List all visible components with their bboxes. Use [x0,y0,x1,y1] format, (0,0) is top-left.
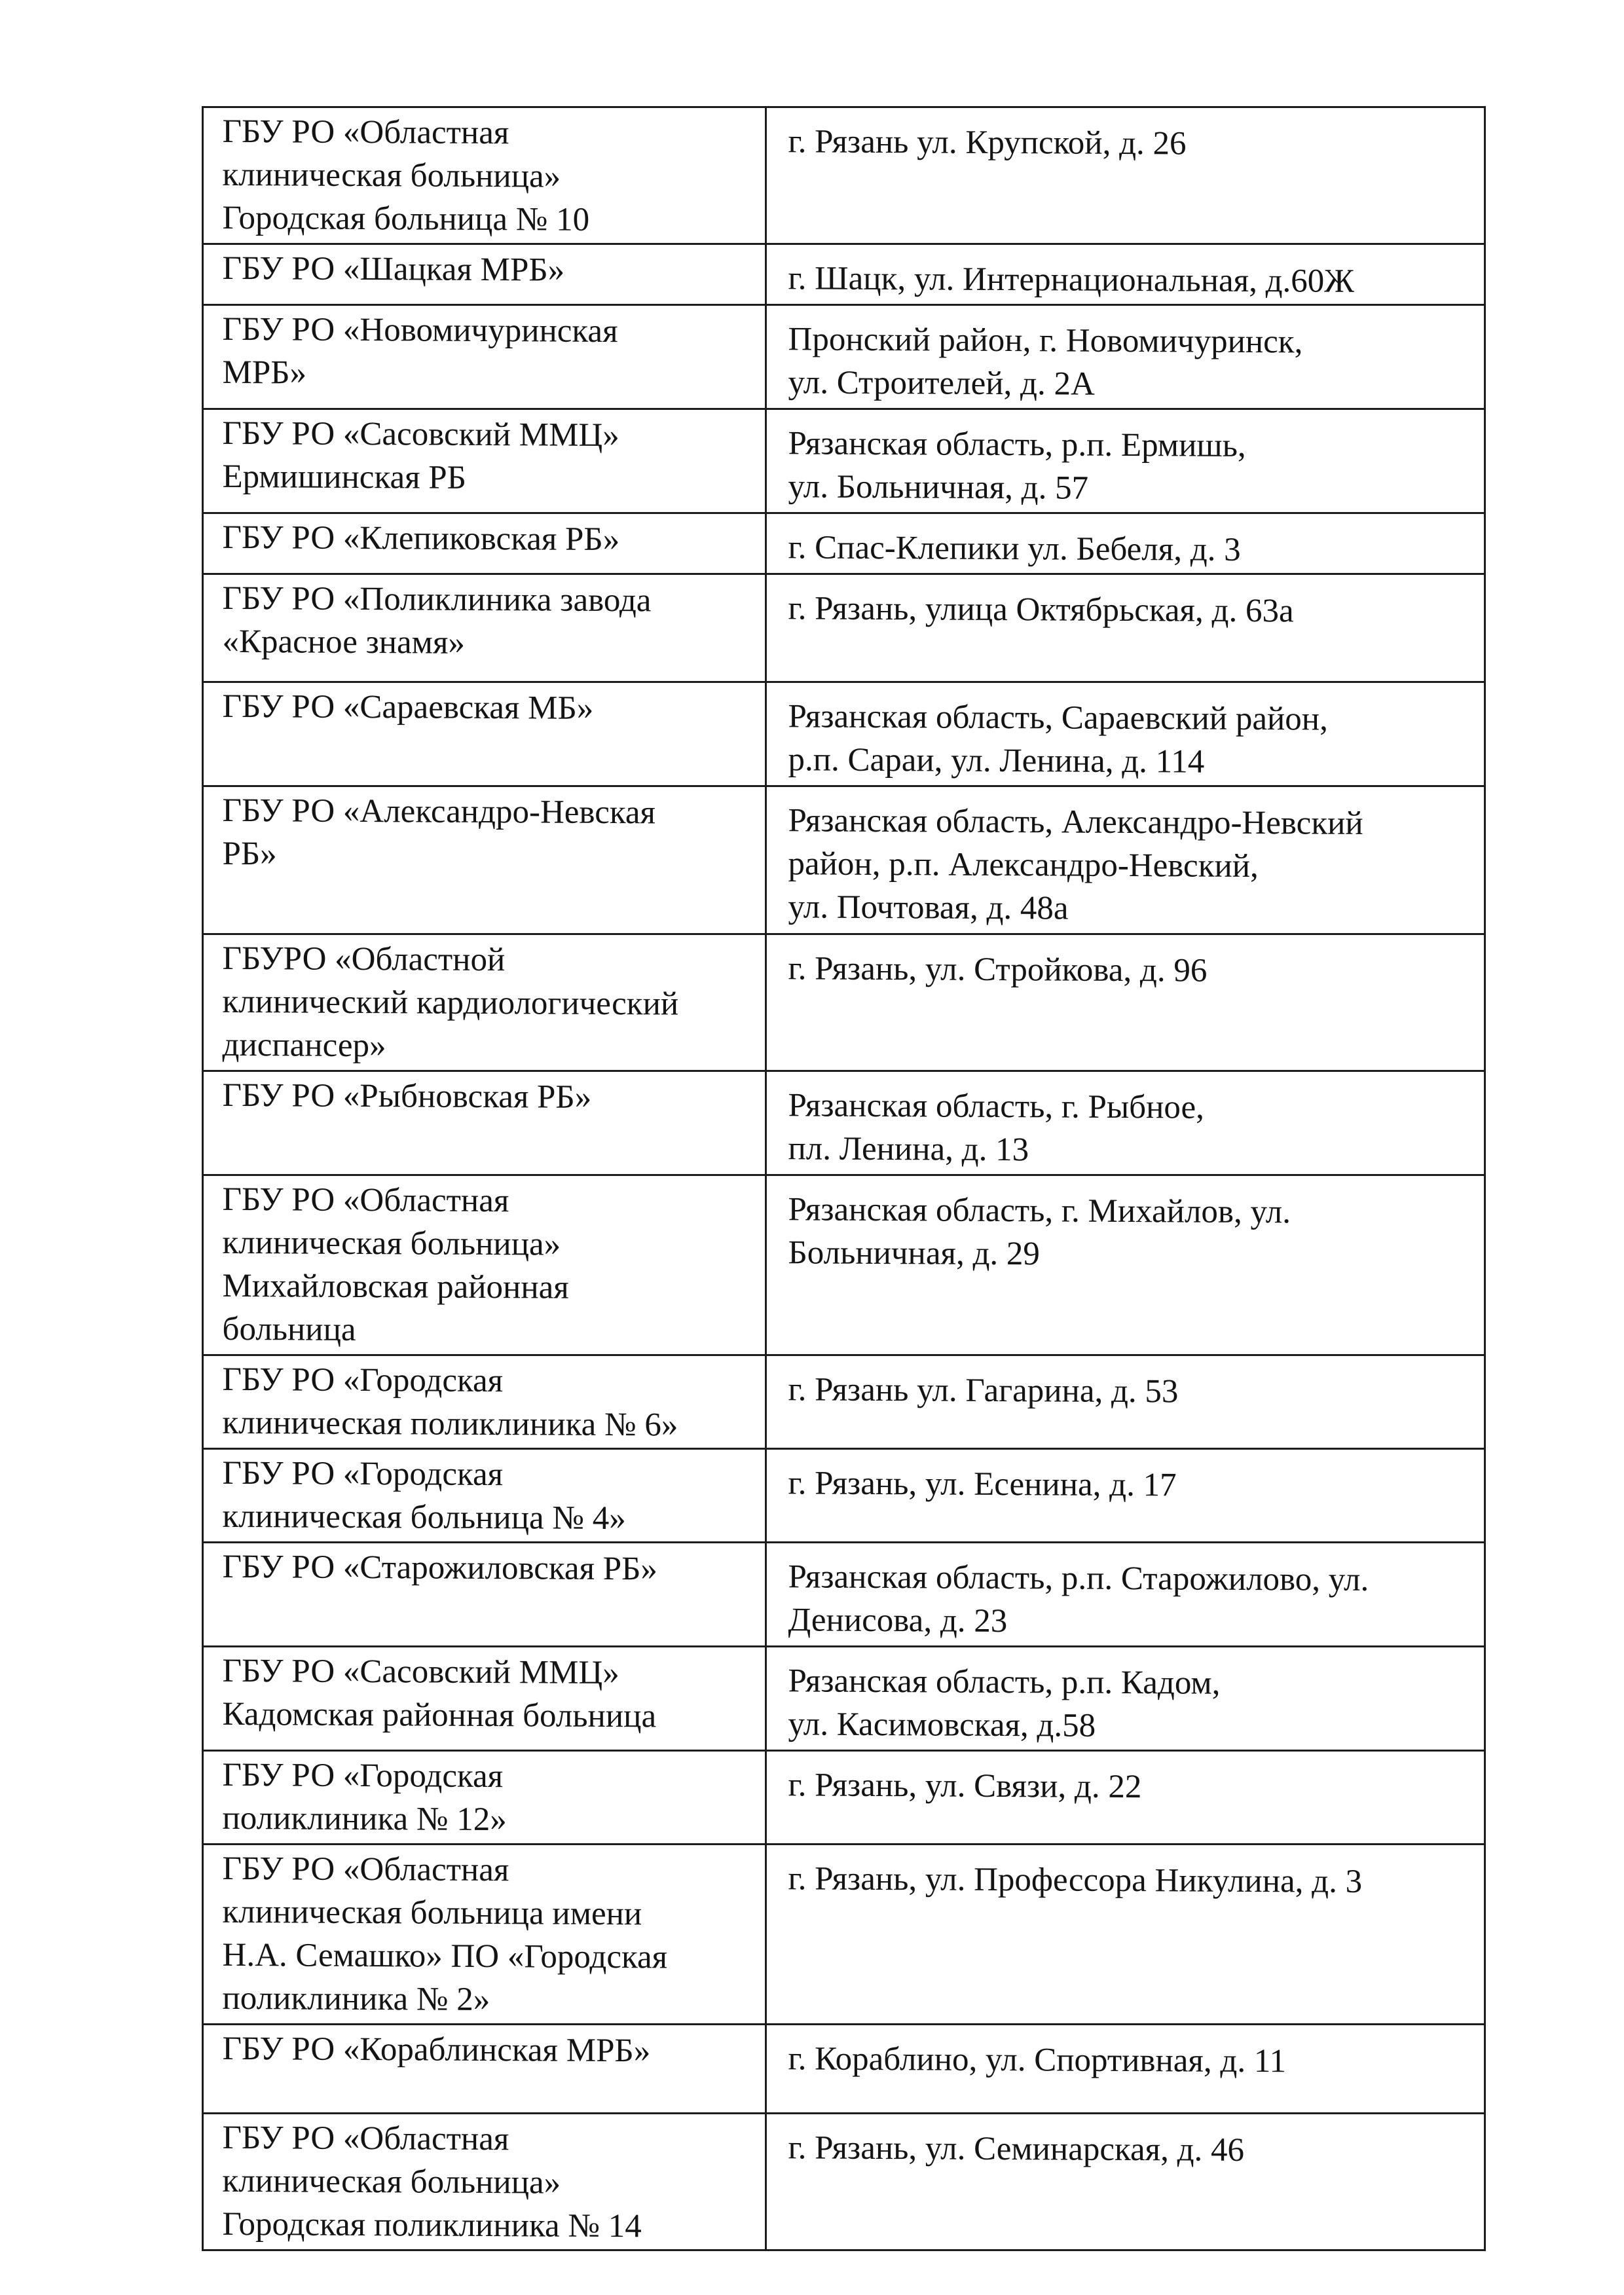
institution-address: г. Рязань, ул. Есенина, д. 17 [766,1447,1485,1545]
institution-address: г. Рязань, ул. Стройкова, д. 96 [766,932,1485,1073]
institution-name: ГБУ РО «Областная клиническая больница» Городская больница № 10 [203,105,766,246]
institutions-table [202,106,1486,2251]
institution-address: г. Рязань, улица Октябрьская, д. 63а [766,572,1485,684]
institution-address: г. Рязань ул. Гагарина, д. 53 [766,1353,1485,1451]
institution-name: ГБУ РО «Городская клиническая поликлиника № 6» [203,1353,766,1450]
institution-address: г. Рязань, ул. Семинарская, д. 46 [766,2112,1485,2252]
institution-name: ГБУ РО «Шацкая МРБ» [203,242,766,306]
table-row [203,1751,1485,1845]
table-row [203,1355,1485,1449]
table-row [203,1175,1485,1355]
table-row [203,786,1485,934]
institution-name: ГБУ РО «Областная клиническая больница имени Н.А. Семашко» ПО «Городская поликлиника № 2» [203,1843,766,2026]
institution-name: ГБУРО «Областной клинический кардиологический диспансер» [203,932,766,1073]
institution-address: г. Кораблино, ул. Спортивная, д. 11 [766,2023,1485,2116]
institution-name: ГБУ РО «Сасовский ММЦ» Ермишинская РБ [203,407,766,515]
institution-address: Рязанская область, Сараевский район, р.п. Сараи, ул. Ленина, д. 114 [766,680,1485,788]
institution-address: Пронский район, г. Новомичуринск, ул. Строителей, д. 2А [766,303,1485,411]
table-row [203,107,1485,244]
table-row [203,934,1485,1071]
table-row [203,2025,1485,2114]
institution-name: ГБУ РО «Новомичуринская МРБ» [203,303,766,411]
table-row [203,1071,1485,1175]
institution-name: ГБУ РО «Клепиковская РБ» [203,511,766,576]
table-row [203,2114,1485,2250]
table-row [203,305,1485,409]
institution-address: Рязанская область, р.п. Ермишь, ул. Больничная, д. 57 [766,407,1485,515]
institution-address: г. Рязань ул. Крупской, д. 26 [766,105,1485,246]
institution-name: ГБУ РО «Рыбновская РБ» [203,1069,766,1177]
institution-address: г. Спас-Клепики ул. Бебеля, д. 3 [766,511,1485,576]
table-row [203,409,1485,513]
institution-name: ГБУ РО «Областная клиническая больница» Городская поликлиника № 14 [203,2112,766,2252]
institution-name: ГБУ РО «Сараевская МБ» [203,680,766,788]
table-row [203,682,1485,786]
institution-address: г. Шацк, ул. Интернациональная, д.60Ж [766,242,1485,307]
table-row [203,1543,1485,1647]
table-row [203,244,1485,305]
institution-name: ГБУ РО «Поликлиника завода «Красное знамя» [203,572,766,684]
table-row [203,574,1485,682]
institution-name: ГБУ РО «Городская поликлиника № 12» [203,1749,766,1846]
table-row [203,1449,1485,1543]
institution-name: ГБУ РО «Сасовский ММЦ» Кадомская районная больница [203,1645,766,1752]
institution-address: г. Рязань, ул. Связи, д. 22 [766,1749,1485,1846]
institution-name: ГБУ РО «Городская клиническая больница № 4» [203,1447,766,1544]
institution-address: Рязанская область, р.п. Старожилово, ул. Денисова, д. 23 [766,1541,1485,1649]
institution-address: г. Рязань, ул. Профессора Никулина, д. 3 [766,1843,1485,2027]
table-body [203,107,1485,2250]
institution-address: Рязанская область, г. Михайлов, ул. Больничная, д. 29 [766,1173,1485,1357]
institution-address: Рязанская область, Александро-Невский район, р.п. Александро-Невский, ул. Почтовая, д. 48а [766,784,1485,936]
institution-address: Рязанская область, р.п. Кадом, ул. Касимовская, д.58 [766,1645,1485,1753]
table-row [203,1647,1485,1751]
institution-name: ГБУ РО «Старожиловская РБ» [203,1541,766,1648]
institution-name: ГБУ РО «Александро-Невская РБ» [203,784,766,936]
table-row [203,513,1485,574]
institution-address: Рязанская область, г. Рыбное, пл. Ленина, д. 13 [766,1069,1485,1177]
institution-name: ГБУ РО «Областная клиническая больница» Михайловская районная больница [203,1173,766,1357]
table-row [203,1845,1485,2025]
institution-name: ГБУ РО «Кораблинская МРБ» [203,2023,766,2115]
